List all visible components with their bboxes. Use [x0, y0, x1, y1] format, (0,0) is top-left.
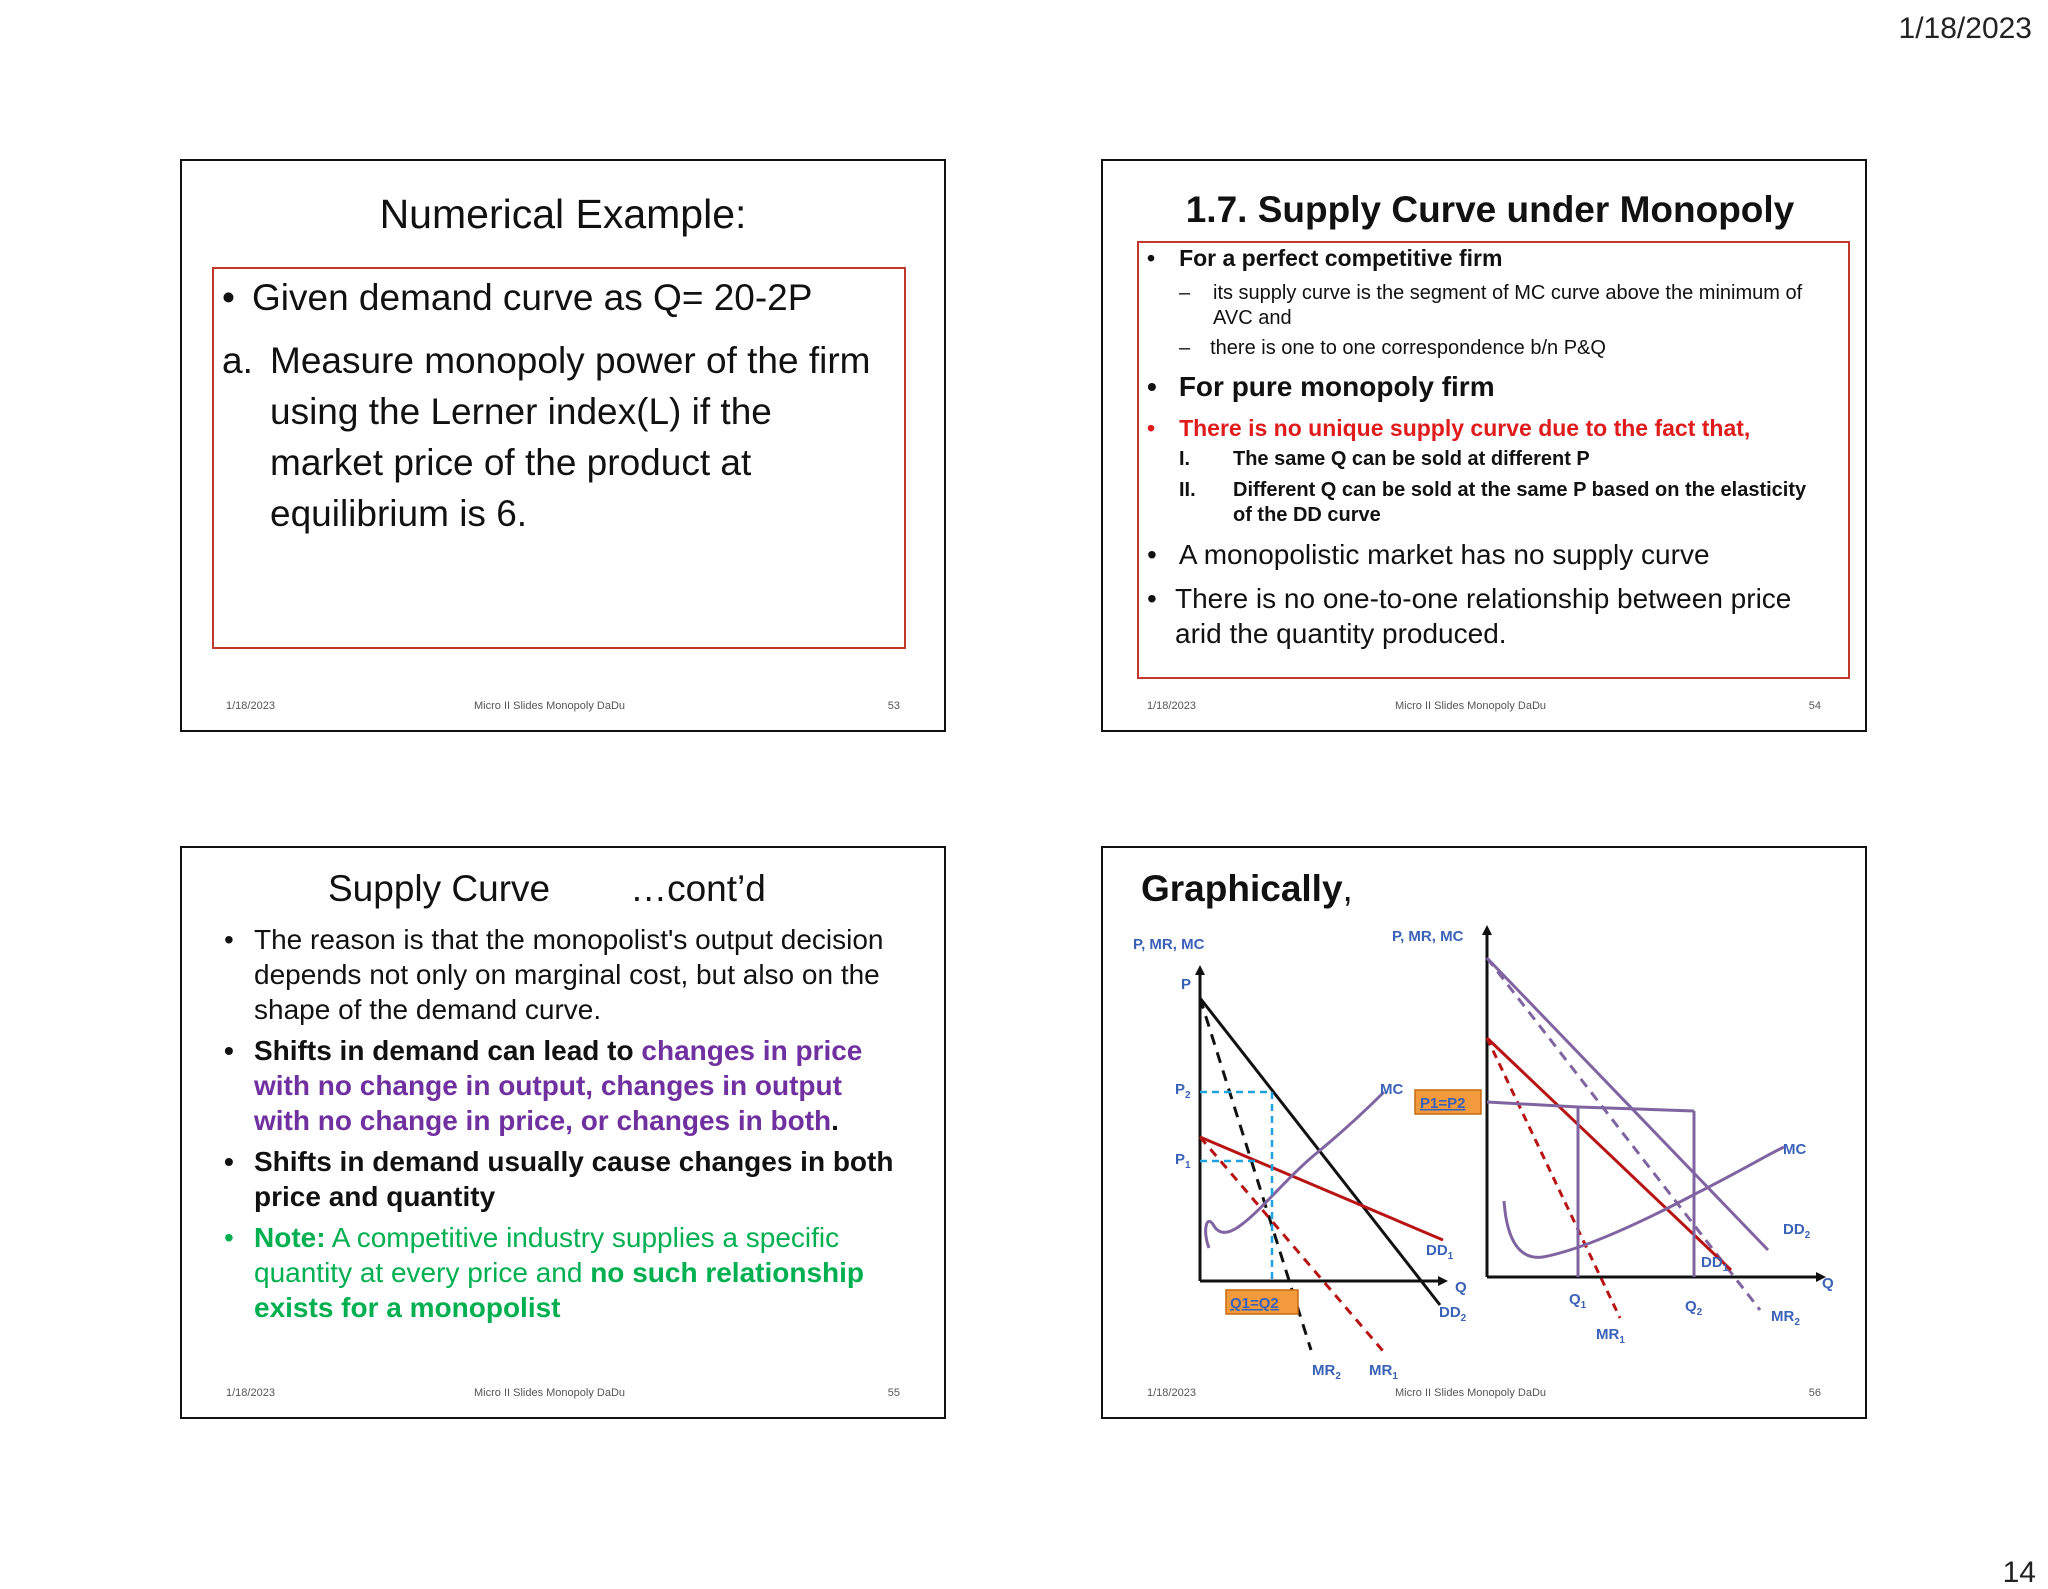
item-a [222, 335, 890, 539]
right-label-q1: $Q_1$ [1569, 1291, 1587, 1311]
slide-title: 1.7. Supply Curve under Monopoly [1185, 189, 1795, 230]
slide-title [328, 868, 766, 910]
bullet-2-text: For pure monopoly firm [1178, 371, 1495, 402]
left-label-dd2: $DD_2$ [1439, 1304, 1467, 1324]
footer-title: Micro II Slides Monopoly DaDu [474, 700, 626, 712]
bullet-dot: • [224, 1222, 234, 1253]
item-text-highlight: changes in price with no change in output, changes in output with no change in price, or changes in both [254, 1035, 863, 1136]
bullet-2: • For pure monopoly firm [1147, 371, 1495, 402]
footer-slide-number: 53 [887, 700, 900, 712]
dash-marker: – [1179, 337, 1191, 359]
bullet-dot: • [222, 277, 235, 318]
footer-title: Micro II Slides Monopoly DaDu [474, 1387, 626, 1399]
bullet-text: Given demand curve as Q= 20-2P [252, 277, 813, 318]
slide-footer [182, 700, 944, 714]
item-text-end: . [831, 1105, 839, 1136]
right-label-mr1: $MR_1$ [1596, 1326, 1625, 1346]
monopoly-graph [1103, 848, 1864, 1416]
page-number: 14 [2002, 1556, 2036, 1589]
item-text: Shifts in demand usually cause changes in both price and quantity [254, 1146, 894, 1212]
footer-title: Micro II Slides Monopoly DaDu [1395, 1387, 1547, 1399]
sub-bullet-1-text: its supply curve is the segment of MC curve above the minimum of AVC and [1213, 282, 1803, 329]
bullet-4-text: A monopolistic market has no supply curve [1178, 539, 1710, 570]
title-comma: , [1342, 868, 1353, 909]
reason-2 [1179, 478, 1819, 528]
sub-bullet-1 [1179, 281, 1829, 331]
slide-footer [182, 1387, 944, 1401]
bullet-5-text: There is no one-to-one relationship between price arid the quantity produced. [1175, 583, 1792, 649]
slide-54[interactable] [1101, 159, 1867, 732]
right-label-q2: $Q_2$ [1685, 1298, 1703, 1318]
title-main: Supply Curve [328, 868, 551, 909]
left-mr1-line [1200, 1137, 1383, 1351]
page-date: 1/18/2023 [1898, 12, 2032, 45]
title-cont: …cont’d [630, 868, 766, 909]
sub-bullet-2-text: there is one to one correspondence b/n P&Q [1210, 337, 1606, 359]
slide-53[interactable] [180, 159, 946, 732]
reason-2-text: Different Q can be sold at the same P based on the elasticity of the DD curve [1233, 479, 1807, 526]
left-label-dd1: $DD_1$ [1426, 1242, 1454, 1262]
bullet-list [224, 922, 904, 1331]
left-label-p2: $P_2$ [1175, 1081, 1191, 1101]
left-axis-y-label: P, MR, MC [1133, 936, 1205, 953]
bullet-4: • A monopolistic market has no supply curve [1147, 539, 1710, 570]
note-label: Note: [254, 1222, 326, 1253]
item-text: Measure monopoly power of the firm using the Lerner index(L) if the market price of the product at equilibrium is 6. [270, 340, 871, 534]
left-label-mr1: $MR_1$ [1369, 1362, 1398, 1382]
right-label-mr2: $MR_2$ [1771, 1308, 1800, 1328]
right-mc-curve [1504, 1147, 1784, 1257]
list-item [224, 1220, 904, 1325]
footer-date: 1/18/2023 [1147, 1387, 1196, 1399]
left-mc-curve [1206, 1092, 1384, 1248]
right-label-dd2: $DD_2$ [1783, 1221, 1811, 1241]
footer-title: Micro II Slides Monopoly DaDu [1395, 700, 1547, 712]
bullet-line [222, 277, 812, 319]
slide-title: Numerical Example: [379, 191, 747, 237]
content-box [212, 267, 906, 649]
right-label-p1p2: P1=P2 [1420, 1095, 1466, 1112]
reason-1-label: I. [1179, 448, 1191, 470]
footer-slide-number: 54 [1808, 700, 1821, 712]
dash-marker: – [1179, 282, 1191, 304]
item-text-emphasis: no such relationship exists for a monopolist [254, 1257, 865, 1323]
footer-date: 1/18/2023 [226, 700, 275, 712]
content-box [1137, 241, 1850, 679]
bullet-dot: • [1147, 583, 1157, 614]
right-label-q: Q [1822, 1275, 1834, 1292]
title-main: Graphically [1141, 868, 1343, 909]
bullet-1-text: For a perfect competitive firm [1179, 245, 1503, 271]
bullet-dot: • [224, 1035, 234, 1066]
bullet-dot: • [224, 1146, 234, 1177]
bullet-dot: • [224, 924, 234, 955]
footer-date: 1/18/2023 [226, 1387, 275, 1399]
footer-slide-number: 55 [887, 1387, 900, 1399]
reason-1-text: The same Q can be sold at different P [1233, 448, 1590, 470]
item-text: Shifts in demand can lead to [254, 1035, 642, 1066]
right-label-mc: MC [1783, 1141, 1807, 1158]
left-label-p: P [1181, 976, 1192, 993]
slide-footer [1103, 1387, 1865, 1401]
sub-bullet-2 [1179, 337, 1606, 360]
list-item [224, 922, 904, 1027]
right-label-dd1: $DD_1$ [1701, 1254, 1729, 1274]
bullet-3-text: There is no unique supply curve due to the fact that, [1179, 415, 1751, 441]
slide-footer [1103, 700, 1865, 714]
footer-date: 1/18/2023 [1147, 700, 1196, 712]
item-label: a. [222, 340, 253, 381]
slide-55[interactable] [180, 846, 946, 1419]
left-label-q1q2: Q1=Q2 [1230, 1295, 1279, 1312]
left-label-mr2: $MR_2$ [1312, 1362, 1341, 1382]
reason-2-label: II. [1179, 479, 1196, 501]
reason-1 [1179, 448, 1590, 471]
left-label-q: Q [1455, 1279, 1467, 1296]
slide-56[interactable] [1101, 846, 1867, 1419]
bullet-1: • For a perfect competitive firm [1147, 245, 1503, 271]
list-item [224, 1033, 904, 1138]
right-axis-y-label: P, MR, MC [1392, 928, 1464, 945]
item-text: The reason is that the monopolist's output decision depends not only on marginal cost, but also on the shape of the demand curve. [254, 924, 884, 1025]
left-label-mc: MC [1380, 1081, 1404, 1098]
footer-slide-number: 56 [1808, 1387, 1821, 1399]
left-label-p1: $P_1$ [1175, 1151, 1191, 1171]
item-text: A competitive industry supplies a specific quantity at every price and [254, 1222, 840, 1288]
bullet-5 [1147, 581, 1837, 651]
bullet-3: • There is no unique supply curve due to the fact that, [1147, 415, 1751, 441]
list-item [224, 1144, 904, 1214]
